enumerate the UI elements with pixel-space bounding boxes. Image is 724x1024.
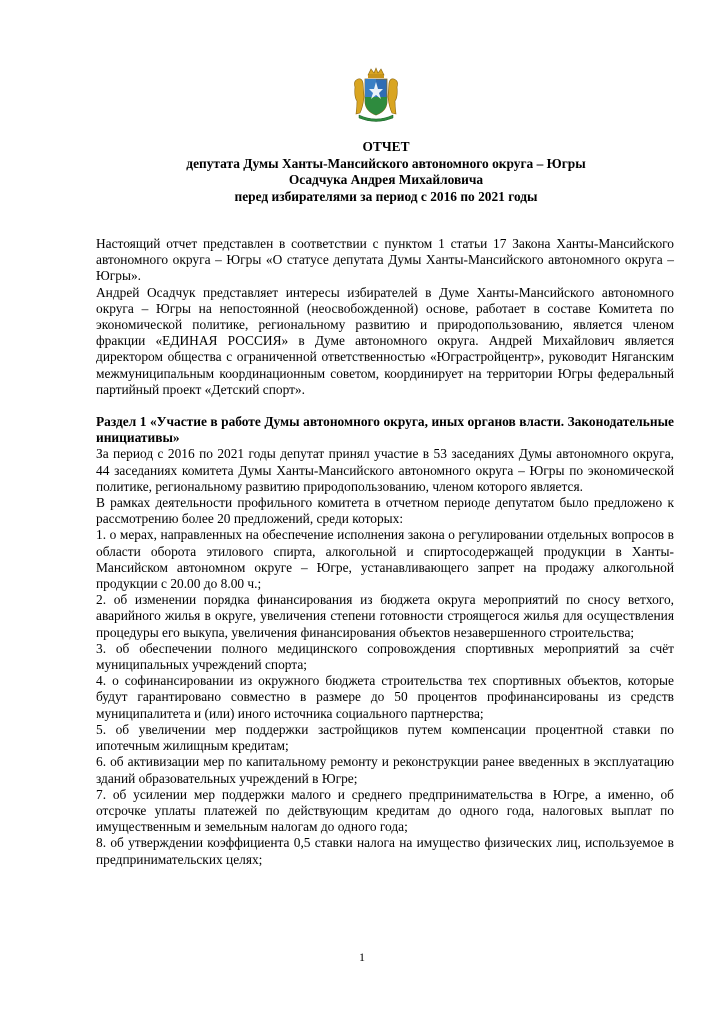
coat-of-arms-icon <box>351 67 401 125</box>
report-subtitle-line-1: депутата Думы Ханты-Мансийского автономного округа – Югры <box>186 155 586 171</box>
report-subtitle-line-3: перед избирателями за период с 2016 по 2021 годы <box>234 188 538 204</box>
section-1-title: Раздел 1 «Участие в работе Думы автономного округа, иных органов власти. Законодательные инициативы» <box>96 414 674 446</box>
list-item: 7. об усилении мер поддержки малого и среднего предпринимательства в Югре, а именно, об отсрочке уплаты платежей по действующим кредитам до одного года, налоговых выплат по имущественным и земельным налогам до одного года; <box>96 786 674 835</box>
list-item: 4. о софинансировании из окружного бюджета строительства тех спортивных объектов, которые будут гарантировано совместно в размере до 50 процентов профинансированы из средств муниципалитета и (или) иного источника социального партнерства; <box>96 673 674 721</box>
proposal-list <box>96 527 674 867</box>
section-1-paragraph-2: В рамках деятельности профильного комитета в отчетном периоде депутатом было предложено к рассмотрению более 20 предложений, среди которых: <box>96 495 674 527</box>
report-heading <box>96 139 676 205</box>
list-item: 8. об утверждении коэффициента 0,5 ставки налога на имущество физических лиц, используемое в предпринимательских целях; <box>96 835 674 867</box>
list-item: 3. об обеспечении полного медицинского сопровождения спортивных мероприятий за счёт муниципальных учреждений спорта; <box>96 640 674 673</box>
list-item: 6. об активизации мер по капитальному ремонту и реконструкции ранее введенных в эксплуатацию зданий образовательных учреждений в Югре; <box>96 754 674 786</box>
page-number: 1 <box>359 950 365 964</box>
list-item: 1. о мерах, направленных на обеспечение исполнения закона о регулировании отдельных вопросов в области оборота этилового спирта, алкогольной и спиртосодержащей продукции в Ханты-Мансийском автономном округе – Югре, устанавливающего запрет на продажу алкогольной продукции с 20.00 до 8.00 ч.; <box>96 527 674 592</box>
list-item: 5. об увеличении мер поддержки застройщиков путем компенсации процентной ставки по ипотечным жилищным кредитам; <box>96 721 674 754</box>
intro-paragraph-1: Настоящий отчет представлен в соответствии с пунктом 1 статьи 17 Закона Ханты-Мансийского автономного округа – Югры «О статусе депутата Думы Ханты-Мансийского автономного округа – Югры». <box>96 236 674 284</box>
report-subtitle-line-2: Осадчука Андрея Михайловича <box>288 172 484 187</box>
document-body <box>96 236 674 868</box>
intro-paragraph-2: Андрей Осадчук представляет интересы избирателей в Думе Ханты-Мансийского автономного округа – Югры на непостоянной (неосвобожденной) основе, работает в составе Комитета по экономической политике, региональному развитию и природопользованию, является членом фракции «ЕДИНАЯ РОССИЯ» в Думе автономного округа. Андрей Михайлович является директором общества с ограниченной ответственностью «Юграстройцентр», руководит Няганским межмуниципальным координационным советом, координирует на территории Югры федеральный партийный проект «Детский спорт». <box>96 284 674 397</box>
section-1-paragraph-1: За период с 2016 по 2021 годы депутат принял участие в 53 заседаниях Думы автономного округа, 44 заседаниях комитета Думы Ханты-Мансийского автономного округа – Югры по экономической политике, региональному развитию природопользованию, членом которого является. <box>96 446 674 494</box>
report-title: ОТЧЕТ <box>362 139 410 154</box>
list-item: 2. об изменении порядка финансирования из бюджета округа мероприятий по сносу ветхого, аварийного жилья в округе, увеличения степени готовности строящегося жилья для осуществления процедуры его выкупа, увеличения финансирования объектов незавершенного строительства; <box>96 592 674 640</box>
